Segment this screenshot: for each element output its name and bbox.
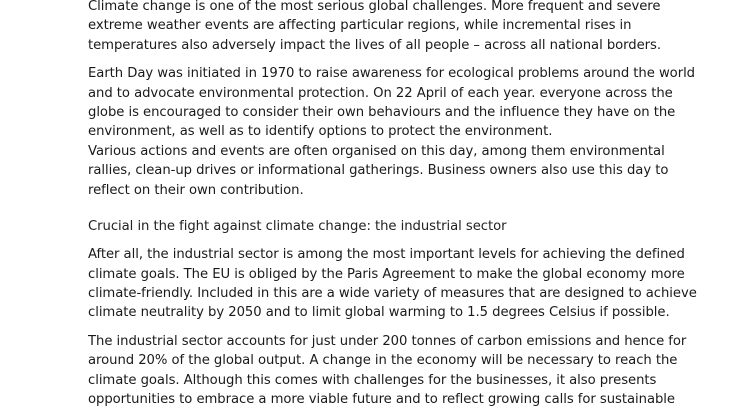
text-line: reflect on their own contribution. (88, 182, 304, 198)
heading-line: Crucial in the fight against climate change: the industrial sector (88, 218, 507, 234)
text-line: climate-friendly. Included in this are a wide variety of measures that are designed to achieve (88, 286, 697, 302)
text-line: Climate change is one of the most serious global challenges. More frequent and severe (88, 0, 661, 14)
text-line: around 20% of the global output. A change in the economy will be necessary to reach the (88, 353, 678, 369)
text-line: globe is encouraged to consider their own behaviours and the influence they have on the (88, 104, 676, 120)
paragraph-industrial (88, 245, 697, 323)
text-line: climate neutrality by 2050 and to limit global warming to 1.5 degrees Celsius if possible. (88, 305, 670, 321)
text-line: rallies, clean-up drives or informational gatherings. Business owners also use this day to (88, 163, 669, 179)
text-line: climate goals. The EU is obliged by the Paris Agreement to make the global economy more (88, 266, 685, 282)
document-body (88, 0, 697, 418)
text-line: and to advocate environmental protection. On 22 April of each year. everyone across the (88, 85, 673, 101)
text-line: Earth Day was initiated in 1970 to raise awareness for ecological problems around the world (88, 66, 696, 82)
paragraph-emissions (88, 332, 687, 410)
text-line: The industrial sector accounts for just under 200 tonnes of carbon emissions and hence for (88, 333, 687, 349)
text-line: Various actions and events are often organised on this day, among them environmental (88, 143, 665, 159)
section-heading (88, 217, 658, 236)
paragraph-gap (88, 200, 658, 217)
text-line: temperatures also adversely impact the lives of all people – across all national borders. (88, 37, 662, 53)
text-line: opportunities to embrace a more viable future and to reflect growing calls for sustainable (88, 392, 675, 408)
paragraph-earth-day (88, 64, 696, 142)
text-line: After all, the industrial sector is among the most important levels for achieving the defined (88, 247, 685, 263)
paragraph-intro (88, 0, 662, 55)
paragraph-actions (88, 142, 669, 200)
text-line: extreme weather events are affecting particular regions, while incremental rises in (88, 18, 632, 34)
text-line: environment, as well as to identify options to protect the environment. (88, 124, 553, 140)
text-line: climate goals. Although this comes with challenges for the businesses, it also presents (88, 372, 657, 388)
